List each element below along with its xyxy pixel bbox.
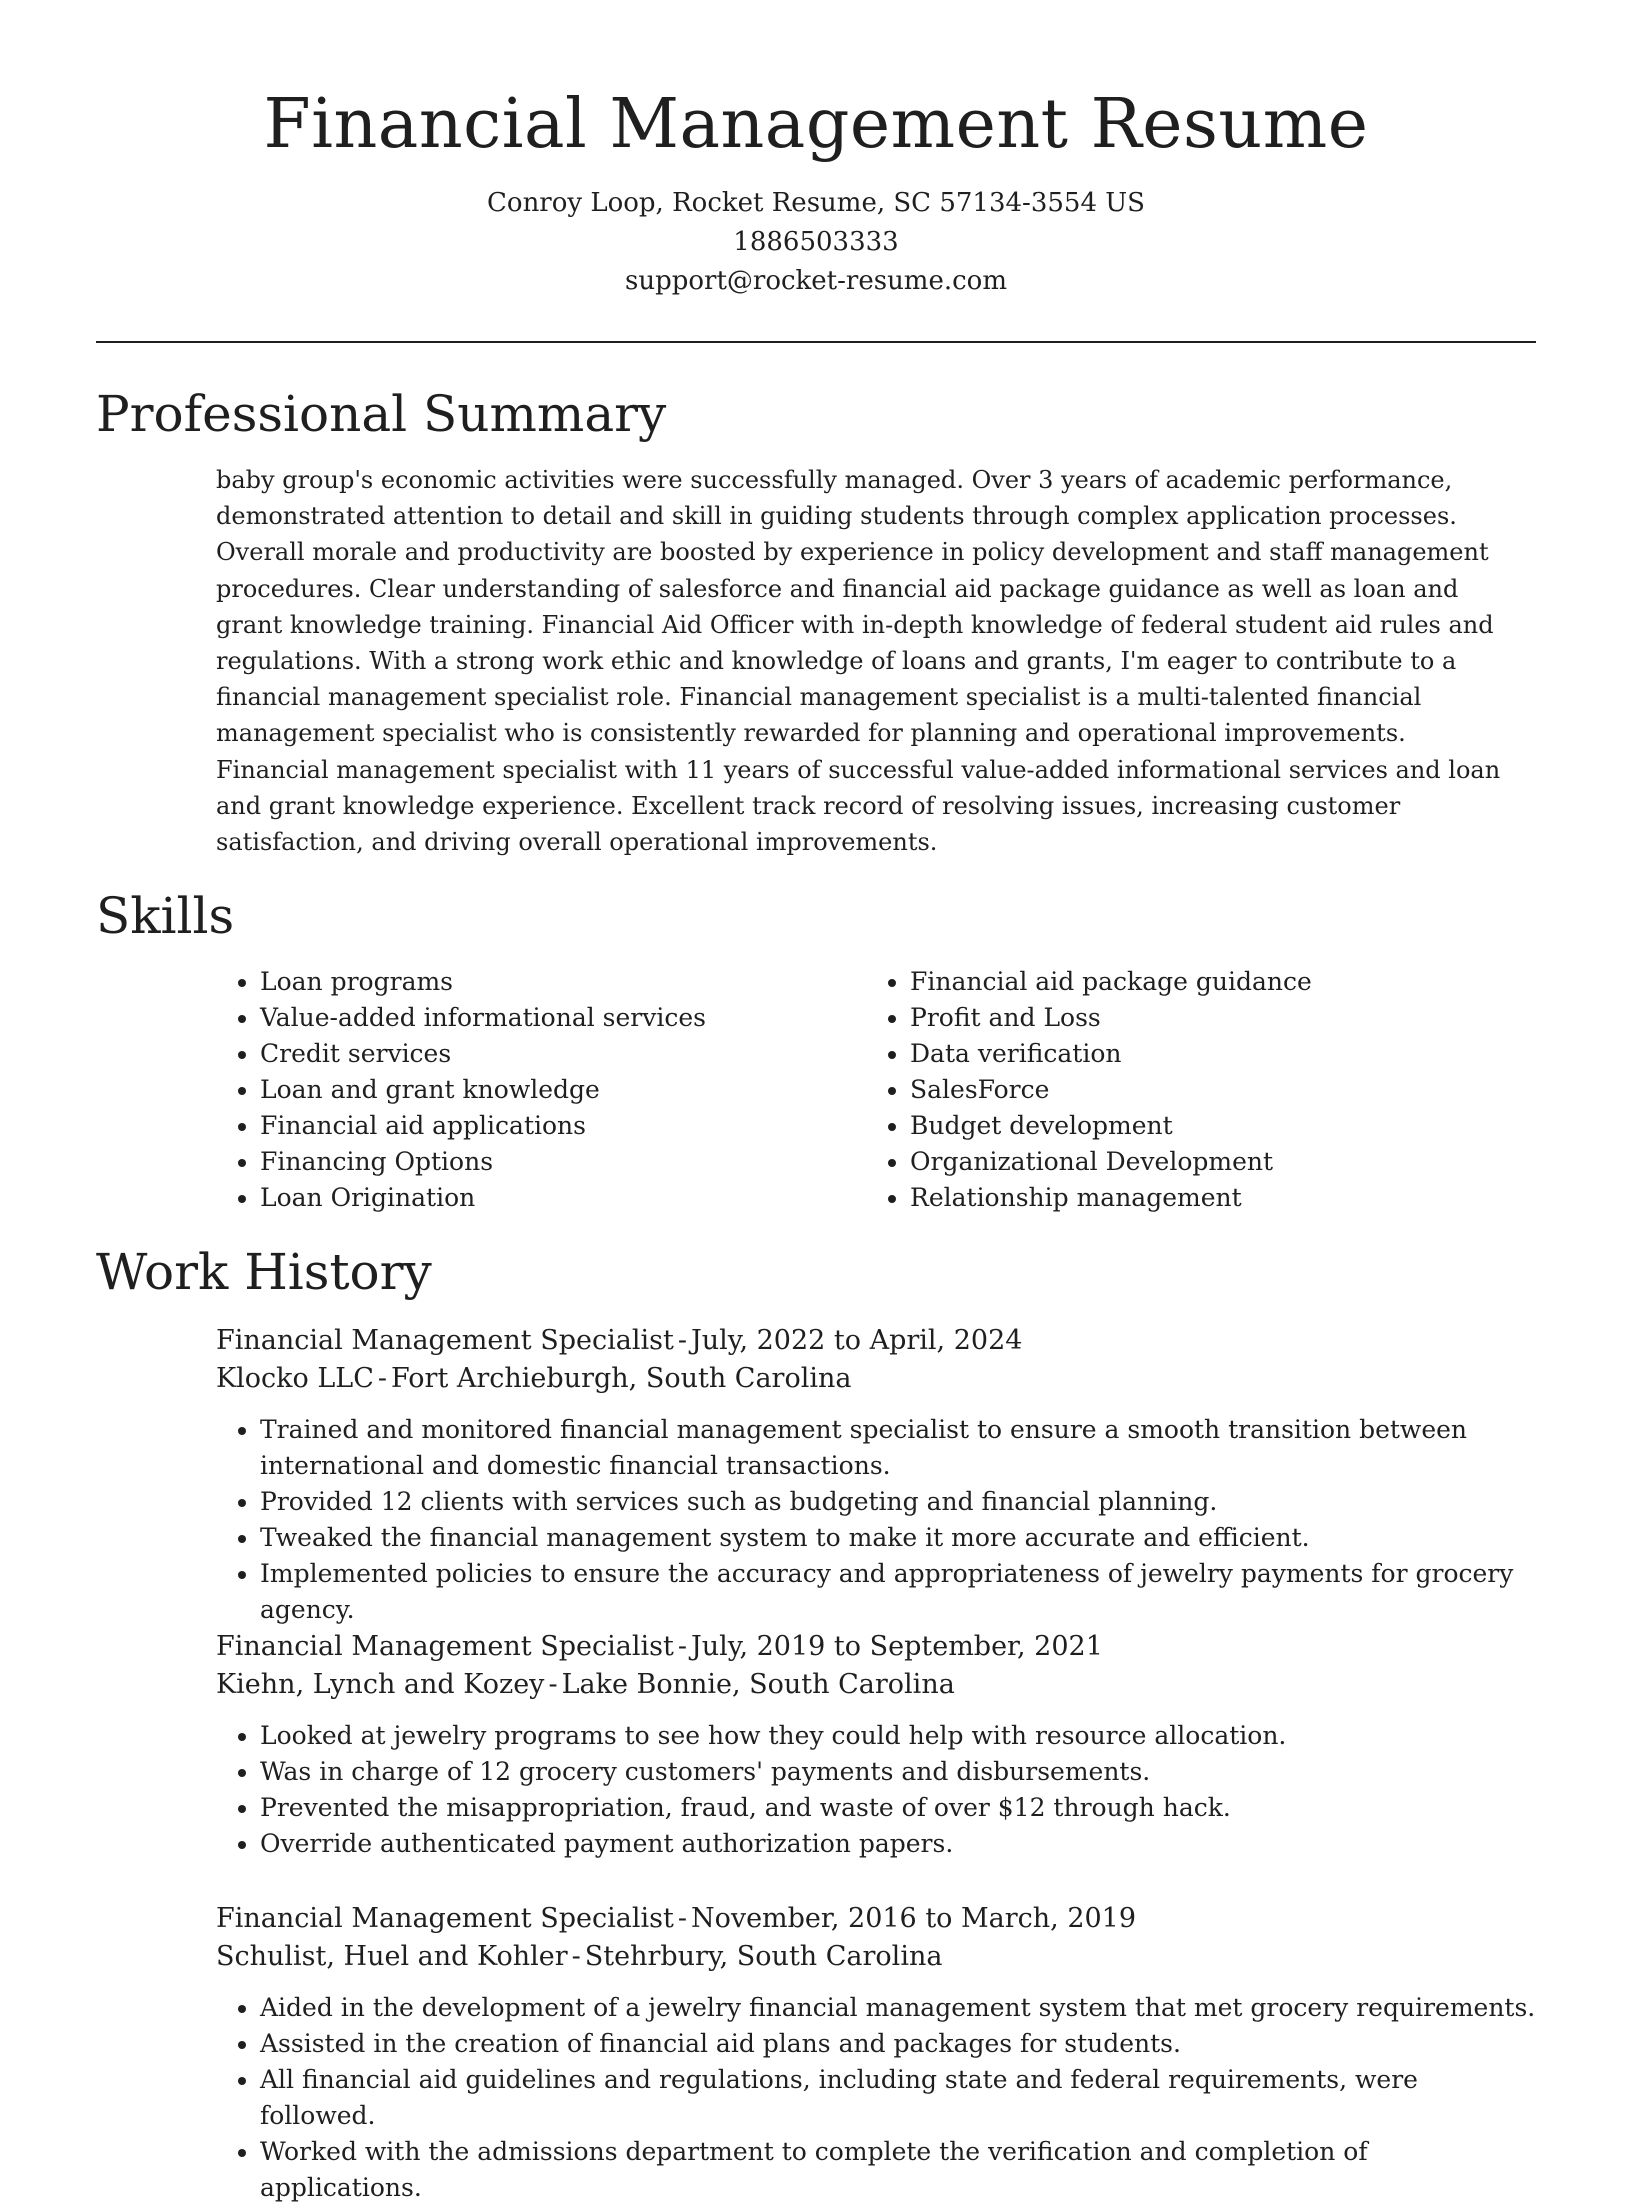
contact-block: [96, 184, 1536, 301]
job-bullets: [216, 1412, 1536, 1628]
address: Conroy Loop, Rocket Resume, SC 57134-3554 US: [487, 188, 1145, 218]
job-bullet: • Trained and monitored financial management specialist to ensure a smooth transition between international and domestic financial transactions.: [260, 1412, 1536, 1484]
resume-title: Financial Management Resume: [263, 85, 1369, 164]
job-bullet: • Looked at jewelry programs to see how they could help with resource allocation.: [260, 1718, 1536, 1754]
job-bullet: • Override authenticated payment authorization papers.: [260, 1826, 1536, 1862]
job-entry: [216, 1322, 1536, 1628]
skill-item: • SalesForce: [910, 1072, 1516, 1108]
job-dates: July, 2019 to September, 2021: [690, 1631, 1103, 1662]
job-title: Financial Management Specialist: [216, 1903, 674, 1934]
job-title-line: Financial Management Specialist - July, 2019 to September, 2021: [216, 1631, 1103, 1662]
skill-item: • Financing Options: [260, 1144, 866, 1180]
job-title: Financial Management Specialist: [216, 1631, 674, 1662]
skill-item: • Loan and grant knowledge: [260, 1072, 866, 1108]
skill-item: • Data verification: [910, 1036, 1516, 1072]
job-company: Klocko LLC: [216, 1363, 374, 1394]
job-location: Fort Archieburgh, South Carolina: [391, 1363, 852, 1394]
skill-item: • Credit services: [260, 1036, 866, 1072]
email: support@rocket-resume.com: [624, 266, 1007, 296]
job-company: Schulist, Huel and Kohler: [216, 1941, 568, 1972]
job-company-line: Schulist, Huel and Kohler - Stehrbury, South Carolina: [216, 1941, 943, 1972]
job-bullet: • Assisted in the creation of financial aid plans and packages for students.: [260, 2026, 1536, 2062]
skill-item: • Organizational Development: [910, 1144, 1516, 1180]
summary-heading: Professional Summary: [96, 385, 667, 443]
skill-item: • Budget development: [910, 1108, 1516, 1144]
skill-item: • Value-added informational services: [260, 1000, 866, 1036]
skill-item: • Relationship management: [910, 1180, 1516, 1216]
job-bullet: • All financial aid guidelines and regulations, including state and federal requirements, were followed.: [260, 2062, 1536, 2134]
skill-item: • Loan Origination: [260, 1180, 866, 1216]
skill-item: • Loan programs: [260, 964, 866, 1000]
job-bullet: • Implemented policies to ensure the accuracy and appropriateness of jewelry payments for grocery agency.: [260, 1556, 1536, 1628]
phone: 1886503333: [733, 227, 899, 257]
summary-text: baby group's economic activities were successfully managed. Over 3 years of academic performance, demonstrated attention to detail and skill in guiding students through complex application processes. Overall morale and productivity are boosted by experience in policy development and staff management procedures. Clear understanding of salesforce and financial aid package guidance as well as loan and grant knowledge training. Financial Aid Officer with in-depth knowledge of federal student aid rules and regulations. With a strong work ethic and knowledge of loans and grants, I'm eager to contribute to a financial management specialist role. Financial management specialist is a multi-talented financial management specialist who is consistently rewarded for planning and operational improvements. Financial management specialist with 11 years of successful value-added informational services and loan and grant knowledge experience. Excellent track record of resolving issues, increasing customer satisfaction, and driving overall operational improvements.: [216, 466, 1501, 857]
job-dates: November, 2016 to March, 2019: [690, 1903, 1137, 1934]
header-divider: [96, 341, 1536, 343]
job-bullet: • Prevented the misappropriation, fraud, and waste of over $12 through hack.: [260, 1790, 1536, 1826]
job-dates: July, 2022 to April, 2024: [690, 1325, 1023, 1356]
job-bullet: • Worked with the admissions department to complete the verification and completion of applications.: [260, 2134, 1536, 2206]
skills-column-left: [216, 964, 866, 1216]
job-entry: [216, 1900, 1536, 2206]
job-company-line: Klocko LLC - Fort Archieburgh, South Carolina: [216, 1363, 852, 1394]
job-company: Kiehn, Lynch and Kozey: [216, 1669, 545, 1700]
resume-header: [96, 80, 1536, 301]
job-company-line: Kiehn, Lynch and Kozey - Lake Bonnie, South Carolina: [216, 1669, 955, 1700]
job-bullets: [216, 1990, 1536, 2206]
skill-item: • Financial aid applications: [260, 1108, 866, 1144]
job-location: Lake Bonnie, South Carolina: [561, 1669, 955, 1700]
job-title: Financial Management Specialist: [216, 1325, 674, 1356]
job-bullets: [216, 1718, 1536, 1862]
skill-item: • Profit and Loss: [910, 1000, 1516, 1036]
job-title-line: Financial Management Specialist - July, 2022 to April, 2024: [216, 1325, 1023, 1356]
skills-column-right: [866, 964, 1516, 1216]
skills-heading: Skills: [96, 887, 235, 945]
job-bullet: • Provided 12 clients with services such as budgeting and financial planning.: [260, 1484, 1536, 1520]
skill-item: • Financial aid package guidance: [910, 964, 1516, 1000]
job-bullet: • Tweaked the financial management system to make it more accurate and efficient.: [260, 1520, 1536, 1556]
skills-list: [216, 964, 1516, 1216]
job-bullet: • Aided in the development of a jewelry financial management system that met grocery requirements.: [260, 1990, 1536, 2026]
job-entry: [216, 1628, 1536, 1862]
job-bullet: • Was in charge of 12 grocery customers' payments and disbursements.: [260, 1754, 1536, 1790]
work-history-heading: Work History: [96, 1243, 432, 1301]
job-location: Stehrbury, South Carolina: [584, 1941, 943, 1972]
job-title-line: Financial Management Specialist - November, 2016 to March, 2019: [216, 1903, 1137, 1934]
